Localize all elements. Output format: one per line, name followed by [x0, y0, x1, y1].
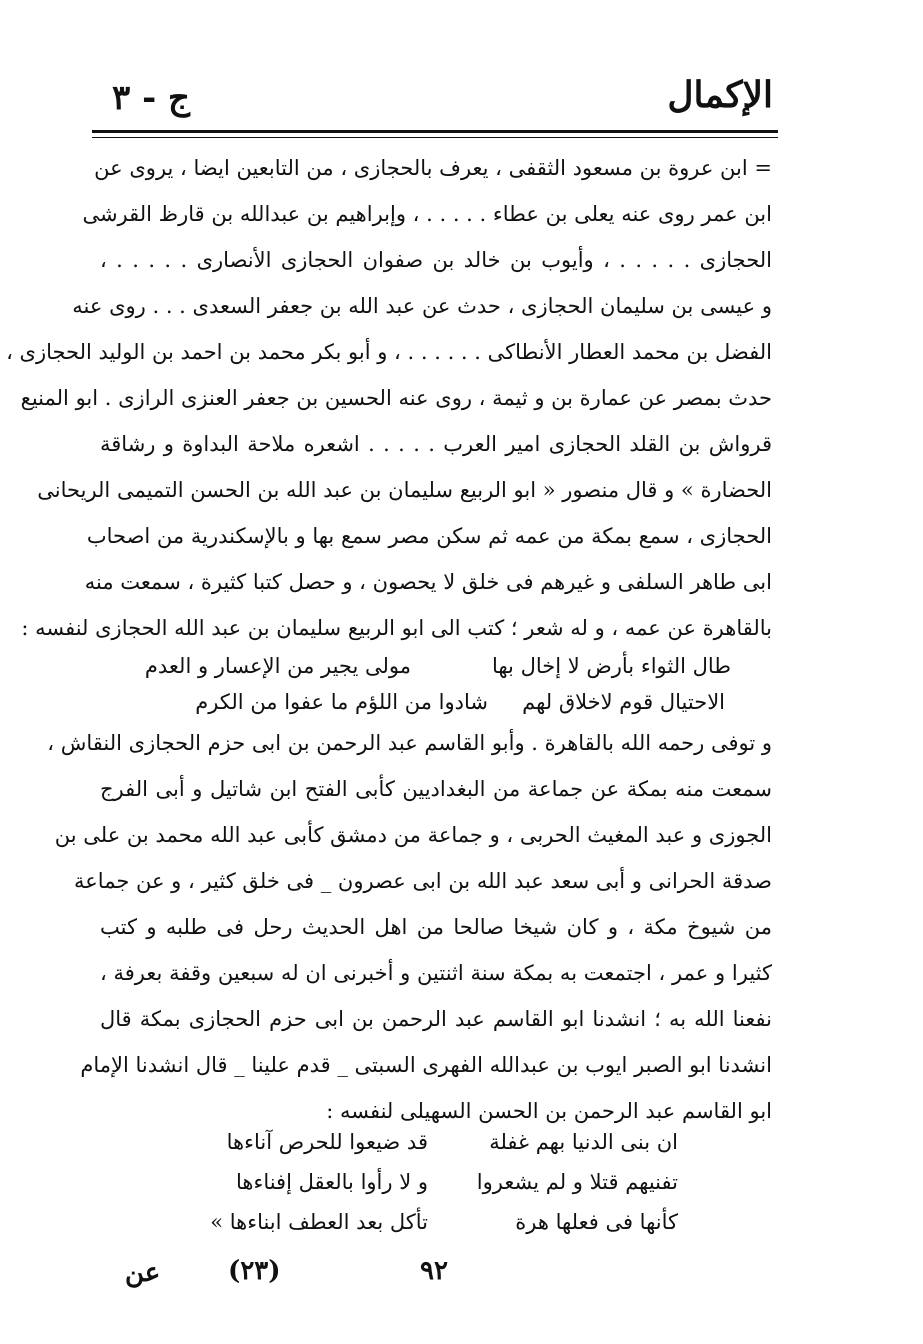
page-number: ٩٢: [420, 1256, 448, 1286]
poem-hemistich: طال الثواء بأرض لا إخال بها: [491, 654, 731, 678]
text-line: الحضارة » و قال منصور « ابو الربيع سليمان بن عبد الله بن الحسن التميمى الريحانى: [37, 478, 772, 502]
poem-hemistich: الاحتيال قوم لاخلاق لهم: [522, 690, 725, 714]
text-line: و عيسى بن سليمان الحجازى ، حدث عن عبد الله بن جعفر السعدى . . . روى عنه: [72, 294, 772, 318]
text-line: الفضل بن محمد العطار الأنطاكى . . . . . . ، و أبو بكر محمد بن احمد بن الوليد الحجازى ،: [6, 340, 772, 364]
text-line: الجوزى و عبد المغيث الحربى ، و جماعة من دمشق كأبى عبد الله محمد بن على بن: [54, 823, 772, 847]
poem-hemistich: مولى يجير من الإعسار و العدم: [144, 654, 411, 678]
text-line: الحجازى . . . . . ، وأيوب بن خالد بن صفوان الحجازى الأنصارى . . . . . ،: [100, 248, 772, 272]
poem-hemistich: تفنيهم قتلا و لم يشعروا: [476, 1170, 678, 1194]
body-text-continued: [47, 720, 772, 1134]
volume-number: ج - ٣: [112, 78, 190, 118]
text-line: الحجازى ، سمع بمكة من عمه ثم سكن مصر سمع بها و بالإسكندرية من اصحاب: [86, 524, 772, 548]
text-line: صدقة الحرانى و أبى سعد عبد الله بن ابى عصرون _ فى خلق كثير ، و عن جماعة: [74, 869, 772, 893]
text-line: ابى طاهر السلفى و غيرهم فى خلق لا يحصون ، و حصل كتبا كثيرة ، سمعت منه: [84, 570, 772, 594]
header-rule-thin: [92, 137, 778, 138]
text-line: نفعنا الله به ؛ انشدنا ابو القاسم عبد الرحمن بن ابى حزم الحجازى بمكة قال: [100, 1007, 772, 1031]
text-line: حدث بمصر عن عمارة بن و ثيمة ، روى عنه الحسين بن جعفر العنزى الرازى . ابو المنيع: [20, 386, 772, 410]
header-rule-thick: [92, 130, 778, 133]
running-title: الإكمال: [667, 74, 773, 116]
text-line: من شيوخ مكة ، و كان شيخا صالحا من اهل الحديث رحل فى طلبه و كتب: [100, 915, 772, 939]
text-line: = ابن عروة بن مسعود الثقفى ، يعرف بالحجازى ، من التابعين ايضا ، يروى عن: [94, 156, 772, 180]
text-line: و توفى رحمه الله بالقاهرة . وأبو القاسم عبد الرحمن بن ابى حزم الحجازى النقاش ،: [47, 731, 772, 755]
poem-hemistich: و لا رأوا بالعقل إفناءها: [235, 1170, 428, 1194]
signature-mark: (٢٣): [228, 1256, 281, 1286]
poem-hemistich: قد ضيعوا للحرص آناءها: [226, 1130, 428, 1154]
text-line: سمعت منه بمكة عن جماعة من البغداديين كأبى الفتح ابن شاتيل و أبى الفرج: [100, 777, 772, 801]
poem-hemistich: كأنها فى فعلها هرة: [515, 1210, 678, 1234]
text-line: بالقاهرة عن عمه ، و له شعر ؛ كتب الى ابو الربيع سليمان بن عبد الله الحجازى لنفسه :: [21, 616, 772, 640]
poem-hemistich: تأكل بعد العطف ابناءها »: [210, 1210, 428, 1234]
text-line: كثيرا و عمر ، اجتمعت به بمكة سنة اثنتين و أخبرنى ان له سبعين وقفة بعرفة ،: [100, 961, 772, 985]
poem-hemistich: شادوا من اللؤم ما عفوا من الكرم: [195, 690, 488, 714]
body-text: [6, 145, 772, 651]
catchword: عن: [125, 1258, 161, 1288]
text-line: ابو القاسم عبد الرحمن بن الحسن السهيلى لنفسه :: [326, 1099, 772, 1123]
poem-hemistich: ان بنى الدنيا بهم غفلة: [489, 1130, 678, 1154]
text-line: قرواش بن القلد الحجازى امير العرب . . . . . اشعره ملاحة البداوة و رشاقة: [100, 432, 772, 456]
text-line: ابن عمر روى عنه يعلى بن عطاء . . . . . ، وإبراهيم بن عبدالله بن قارظ القرشى: [82, 202, 772, 226]
text-line: انشدنا ابو الصبر ايوب بن عبدالله الفهرى السبتى _ قدم علينا _ قال انشدنا الإمام: [80, 1053, 772, 1077]
